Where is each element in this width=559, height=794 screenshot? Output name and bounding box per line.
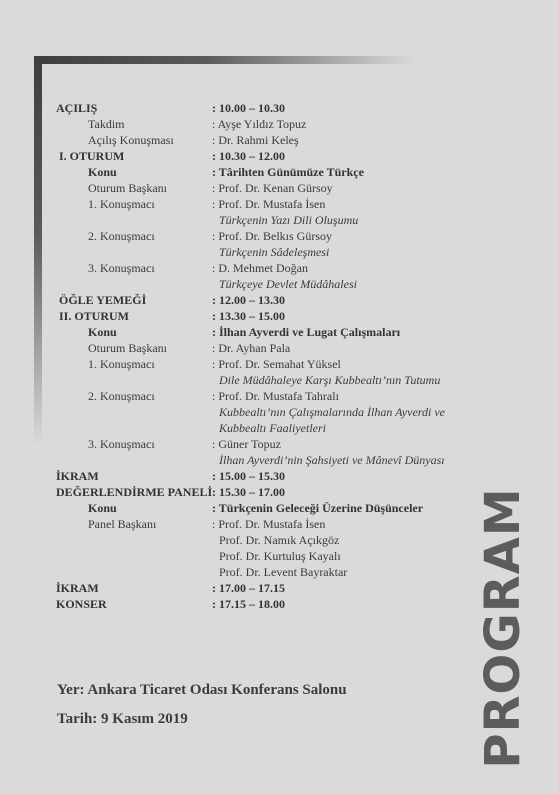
schedule-row: [0, 100, 559, 116]
schedule-label: 3. Konuşmacı: [88, 437, 155, 451]
schedule-value: : Prof. Dr. Mustafa İsen: [212, 197, 326, 211]
schedule-label: 1. Konuşmacı: [88, 197, 155, 211]
schedule-row: [0, 212, 559, 228]
schedule-value: : 10.30 – 12.00: [212, 149, 285, 163]
schedule-value: : 13.30 – 15.00: [212, 309, 285, 323]
schedule-label: Oturum Başkanı: [88, 341, 167, 355]
schedule-row: [0, 452, 559, 468]
schedule-value: Prof. Dr. Levent Bayraktar: [219, 565, 348, 579]
schedule-value: : Güner Topuz: [212, 437, 281, 451]
schedule-value: : Türkçenin Geleceği Üzerine Düşünceler: [212, 501, 424, 515]
schedule-label: İKRAM: [56, 581, 99, 595]
schedule-label: 2. Konuşmacı: [88, 389, 155, 403]
schedule-row: [0, 356, 559, 372]
schedule-label: Açılış Konuşması: [88, 133, 174, 147]
schedule-label: AÇILIŞ: [56, 101, 98, 115]
schedule-value: Prof. Dr. Kurtuluş Kayalı: [219, 549, 341, 563]
schedule-value: : D. Mehmet Doğan: [212, 261, 308, 275]
schedule-value: : İlhan Ayverdi ve Lugat Çalışmaları: [212, 325, 401, 339]
schedule-row: [0, 148, 559, 164]
talk-title: İlhan Ayverdi’nin Şahsiyeti ve Mânevî Dünyası: [219, 453, 445, 467]
talk-title: Türkçeye Devlet Müdâhalesi: [219, 277, 357, 291]
schedule-label: I. OTURUM: [59, 149, 125, 163]
schedule-value: : 15.00 – 15.30: [212, 469, 285, 483]
schedule-row: [0, 180, 559, 196]
schedule-row: [0, 468, 559, 484]
schedule-value: : Târihten Günümüze Türkçe: [212, 165, 364, 179]
schedule-label: Panel Başkanı: [88, 517, 157, 531]
schedule-value: : Dr. Ayhan Pala: [212, 341, 291, 355]
schedule-label: 2. Konuşmacı: [88, 229, 155, 243]
schedule-value: : 12.00 – 13.30: [212, 293, 285, 307]
schedule-value: : Prof. Dr. Mustafa İsen: [212, 517, 326, 531]
schedule-label: II. OTURUM: [59, 309, 130, 323]
schedule-value: : Prof. Dr. Belkıs Gürsoy: [212, 229, 332, 243]
schedule-value: Prof. Dr. Namık Açıkgöz: [219, 533, 340, 547]
schedule-row: [0, 388, 559, 404]
schedule-row: [0, 340, 559, 356]
schedule-label: İKRAM: [56, 469, 99, 483]
talk-title: Türkçenin Yazı Dili Oluşumu: [219, 213, 359, 227]
schedule-row: [0, 228, 559, 244]
schedule-label: 1. Konuşmacı: [88, 357, 155, 371]
schedule-row: [0, 324, 559, 340]
schedule-row: [0, 420, 559, 436]
schedule-row: [0, 260, 559, 276]
date-line: Tarih: 9 Kasım 2019: [57, 711, 188, 727]
schedule-value: : Dr. Rahmi Keleş: [212, 133, 299, 147]
schedule-value: : 10.00 – 10.30: [212, 101, 285, 115]
schedule-value: : 15.30 – 17.00: [212, 485, 285, 499]
program-title: PROGRAM: [475, 487, 531, 769]
decorative-frame-top: [34, 56, 414, 64]
schedule-row: [0, 436, 559, 452]
schedule-value: : 17.15 – 18.00: [212, 597, 285, 611]
schedule-value: : 17.00 – 17.15: [212, 581, 285, 595]
schedule-label: Oturum Başkanı: [88, 181, 167, 195]
schedule-row: [0, 196, 559, 212]
schedule-value: : Prof. Dr. Mustafa Tahralı: [212, 389, 339, 403]
schedule-row: [0, 308, 559, 324]
schedule-label: ÖĞLE YEMEĞİ: [59, 293, 147, 307]
schedule-value: : Prof. Dr. Kenan Gürsoy: [212, 181, 333, 195]
schedule-label: DEĞERLENDİRME PANELİ: [56, 485, 213, 499]
talk-title: Dile Müdâhaleye Karşı Kubbealtı’nın Tutumu: [219, 373, 441, 387]
schedule-label: KONSER: [56, 597, 107, 611]
talk-title: Kubbealtı’nın Çalışmalarında İlhan Ayverdi ve: [219, 405, 445, 419]
schedule-row: [0, 372, 559, 388]
schedule-label: Takdim: [88, 117, 125, 131]
schedule-label: Konu: [88, 325, 117, 339]
schedule-label: Konu: [88, 501, 117, 515]
schedule-row: [0, 132, 559, 148]
schedule-row: [0, 292, 559, 308]
talk-title: Türkçenin Sâdeleşmesi: [219, 245, 330, 259]
schedule-value: : Prof. Dr. Semahat Yüksel: [212, 357, 341, 371]
schedule-row: [0, 276, 559, 292]
schedule-row: [0, 404, 559, 420]
schedule-label: 3. Konuşmacı: [88, 261, 155, 275]
schedule-label: Konu: [88, 165, 117, 179]
talk-title: Kubbealtı Faaliyetleri: [219, 421, 326, 435]
schedule-row: [0, 244, 559, 260]
schedule-value: : Ayşe Yıldız Topuz: [212, 117, 307, 131]
venue-line: Yer: Ankara Ticaret Odası Konferans Salonu: [57, 682, 347, 698]
schedule-row: [0, 164, 559, 180]
schedule-row: [0, 116, 559, 132]
